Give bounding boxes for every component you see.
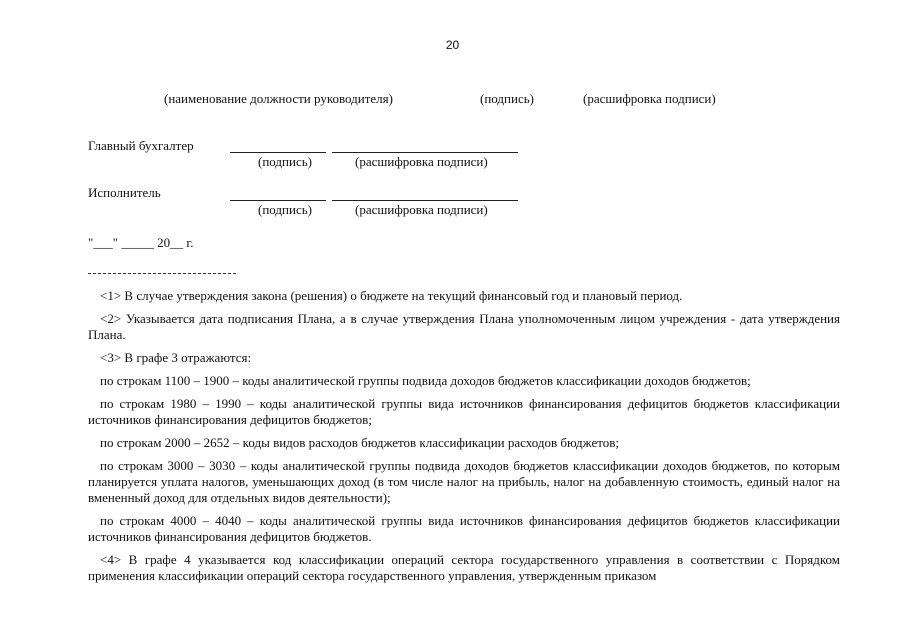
footnote: по строкам 1100 – 1900 – коды аналитической группы подвида доходов бюджетов классификации доходов бюджетов; [100,373,751,388]
executor-signature-line [230,200,326,201]
executor-decoding-label: (расшифровка подписи) [355,202,488,217]
footnote: по строкам 4000 – 4040 – коды аналитической группы вида источников финансирования дефицитов бюджетов классификации источников финансирования дефицитов бюджетов. [88,513,840,544]
chief-accountant-signature-line [230,152,326,153]
footnote: по строкам 1980 – 1990 – коды аналитической группы вида источников финансирования дефицитов бюджетов классификации источников финансирования дефицитов бюджетов; [88,396,840,427]
executor-title: Исполнитель [88,185,161,200]
head-decoding-label: (расшифровка подписи) [583,91,716,106]
executor-signature-label: (подпись) [258,202,312,217]
footnote: по строкам 3000 – 3030 – коды аналитической группы подвида доходов бюджетов классификации доходов бюджетов, по которым планируется уплата налогов, уменьшающих доход (в том числе налог на прибыль, налог на добавленную стоимость, единый налог на вмененный доход для отдельных видов деятельности); [88,458,840,505]
head-position-label: (наименование должности руководителя) [164,91,393,106]
chief-accountant-decoding-line [332,152,518,153]
footnote: <2> Указывается дата подписания Плана, а в случае утверждения Плана уполномоченным лицом учреждения - дата утверждения Плана. [88,311,840,342]
head-signature-label: (подпись) [480,91,534,106]
footnotes [88,288,840,591]
footnote: по строкам 2000 – 2652 – коды видов расходов бюджетов классификации расходов бюджетов; [100,435,620,450]
footnote: <3> В графе 3 отражаются: [100,350,252,365]
footnote: <4> В графе 4 указывается код классификации операций сектора государственного управления в соответствии с Порядком применения классификации операций сектора государственного управления, утвержденным приказом [88,552,840,583]
executor-decoding-line [332,200,518,201]
chief-accountant-signature-label: (подпись) [258,154,312,169]
chief-accountant-decoding-label: (расшифровка подписи) [355,154,488,169]
footnote-separator [88,273,236,274]
date-line: "___" _____ 20__ г. [88,235,194,250]
footnote: <1> В случае утверждения закона (решения) о бюджете на текущий финансовый год и плановый период. [100,288,683,303]
page-number: 20 [445,38,460,52]
chief-accountant-title: Главный бухгалтер [88,138,194,153]
